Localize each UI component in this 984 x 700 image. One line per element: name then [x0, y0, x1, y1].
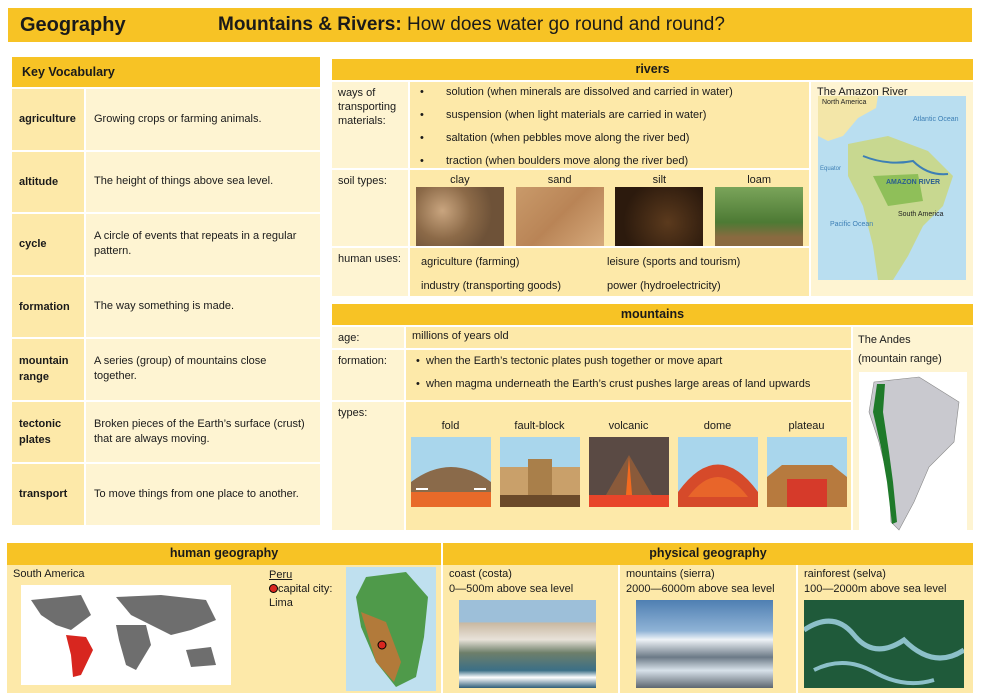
label-south-america: South America — [898, 211, 944, 218]
peru-map — [346, 567, 436, 691]
soil-silt — [615, 173, 703, 246]
fault-block-diagram — [500, 437, 580, 507]
region-label: South America — [13, 568, 85, 580]
type-fold — [411, 420, 491, 530]
clay-photo — [416, 187, 504, 246]
type-name: plateau — [788, 420, 825, 432]
capital-row: capital city: — [269, 582, 332, 596]
ways-item: • suspension (when light materials are carried in water) — [410, 104, 809, 127]
type-fault-block — [500, 420, 580, 530]
zone-height: 100—2000m above sea level — [804, 583, 947, 595]
use-item: leisure (sports and tourism) — [607, 256, 741, 268]
andes-map-title: The Andes (mountain range) — [858, 334, 942, 365]
vocab-row — [12, 402, 320, 463]
soil-name: clay — [450, 174, 470, 186]
zone-name: mountains (sierra) — [626, 568, 715, 580]
country-name: Peru — [269, 569, 293, 581]
vocab-row — [12, 339, 320, 400]
amazon-map — [818, 96, 966, 280]
formation-item: • when magma underneath the Earth’s crust pushes large areas of land upwards — [406, 373, 851, 396]
type-volcanic — [589, 420, 669, 530]
formation-label: formation: — [332, 350, 404, 400]
loam-photo — [715, 187, 803, 246]
type-name: fault-block — [514, 420, 565, 432]
key-vocabulary-panel — [12, 57, 320, 529]
mountains-heading: mountains — [332, 304, 973, 325]
label-north-america: North America — [822, 99, 867, 106]
fold-diagram — [411, 437, 491, 507]
plateau-diagram — [767, 437, 847, 507]
label-pacific-ocean: Pacific Ocean — [830, 221, 874, 228]
use-item: power (hydroelectricity) — [607, 280, 721, 292]
ways-item: • traction (when boulders move along the river bed) — [410, 150, 809, 173]
type-dome — [678, 420, 758, 530]
peru-info — [269, 568, 332, 610]
rivers-heading: rivers — [332, 59, 973, 80]
capital-marker-icon — [269, 584, 278, 593]
human-geography-heading: human geography — [7, 543, 441, 565]
human-geography-body — [7, 565, 441, 693]
type-plateau — [767, 420, 847, 530]
silt-photo — [615, 187, 703, 246]
type-name: volcanic — [608, 420, 649, 432]
vocab-definition: A series (group) of mountains close together. — [86, 339, 320, 400]
vocab-row — [12, 464, 320, 525]
mountains-panel — [332, 304, 973, 530]
vocab-row — [12, 277, 320, 338]
age-value: millions of years old — [406, 327, 851, 348]
ways-list — [410, 82, 809, 168]
physical-geography-heading: physical geography — [443, 543, 973, 565]
soil-types — [410, 170, 809, 246]
label-atlantic-ocean: Atlantic Ocean — [913, 116, 959, 123]
rivers-panel — [332, 59, 973, 296]
human-geography-panel — [7, 543, 441, 693]
vocab-definition: The way something is made. — [86, 277, 320, 338]
label-equator: Equator — [820, 166, 842, 172]
types-label: types: — [332, 402, 404, 530]
soil-sand — [516, 173, 604, 246]
type-name: fold — [441, 420, 460, 432]
andes-map-panel — [853, 327, 973, 530]
vocab-definition: The height of things above sea level. — [86, 152, 320, 213]
dome-diagram — [678, 437, 758, 507]
amazon-map-title: The Amazon River — [817, 86, 908, 96]
zone-mountains — [620, 565, 796, 693]
soil-label: soil types: — [332, 170, 408, 246]
label-amazon-river: AMAZON RIVER — [886, 179, 941, 186]
soil-name: sand — [547, 174, 572, 186]
vocab-definition: A circle of events that repeats in a regular pattern. — [86, 214, 320, 275]
type-name: dome — [703, 420, 732, 432]
vocab-term: mountain range — [12, 339, 84, 400]
ways-item: • saltation (when pebbles move along the river bed) — [410, 127, 809, 150]
mountain-types — [406, 402, 851, 530]
mountains-photo — [636, 600, 773, 688]
vocab-definition: To move things from one place to another. — [86, 464, 320, 525]
zone-rainforest — [798, 565, 973, 693]
andes-map — [859, 372, 967, 532]
zone-height: 2000—6000m above sea level — [626, 583, 775, 595]
capital-name: Lima — [269, 597, 293, 609]
uses-list — [410, 248, 809, 296]
coast-photo — [459, 600, 596, 688]
uses-label: human uses: — [332, 248, 408, 296]
amazon-map-panel — [811, 82, 973, 296]
vocab-heading: Key Vocabulary — [12, 57, 320, 87]
zone-name: coast (costa) — [449, 568, 512, 580]
use-item: industry (transporting goods) — [421, 280, 562, 292]
soil-name: silt — [652, 174, 667, 186]
vocab-definition: Broken pieces of the Earth’s surface (crust) that are always moving. — [86, 402, 320, 463]
world-map — [21, 585, 231, 685]
sand-photo — [516, 187, 604, 246]
use-item: agriculture (farming) — [421, 256, 520, 268]
vocab-term: transport — [12, 464, 84, 525]
formation-list — [406, 350, 851, 400]
vocab-term: agriculture — [12, 89, 84, 150]
rainforest-photo — [804, 600, 964, 688]
page-title: Mountains & Rivers: How does water go round and round? — [218, 14, 725, 35]
zone-coast — [443, 565, 618, 693]
soil-clay — [416, 173, 504, 246]
ways-item: • solution (when minerals are dissolved and carried in water) — [410, 81, 809, 104]
soil-name: loam — [747, 174, 772, 186]
physical-geography-panel — [443, 543, 973, 693]
volcanic-diagram — [589, 437, 669, 507]
vocab-row — [12, 152, 320, 213]
formation-item: • when the Earth’s tectonic plates push together or move apart — [406, 350, 851, 373]
ways-label: ways of transporting materials: — [332, 82, 408, 168]
zone-height: 0—500m above sea level — [449, 583, 574, 595]
vocab-definition: Growing crops or farming animals. — [86, 89, 320, 150]
vocab-term: tectonic plates — [12, 402, 84, 463]
vocab-row — [12, 214, 320, 275]
subject-title: Geography — [20, 13, 126, 36]
age-label: age: — [332, 327, 404, 348]
vocab-row — [12, 89, 320, 150]
vocab-term: cycle — [12, 214, 84, 275]
zone-name: rainforest (selva) — [804, 568, 886, 580]
vocab-term: altitude — [12, 152, 84, 213]
vocab-term: formation — [12, 277, 84, 338]
soil-loam — [715, 173, 803, 246]
title-bar — [8, 8, 972, 42]
